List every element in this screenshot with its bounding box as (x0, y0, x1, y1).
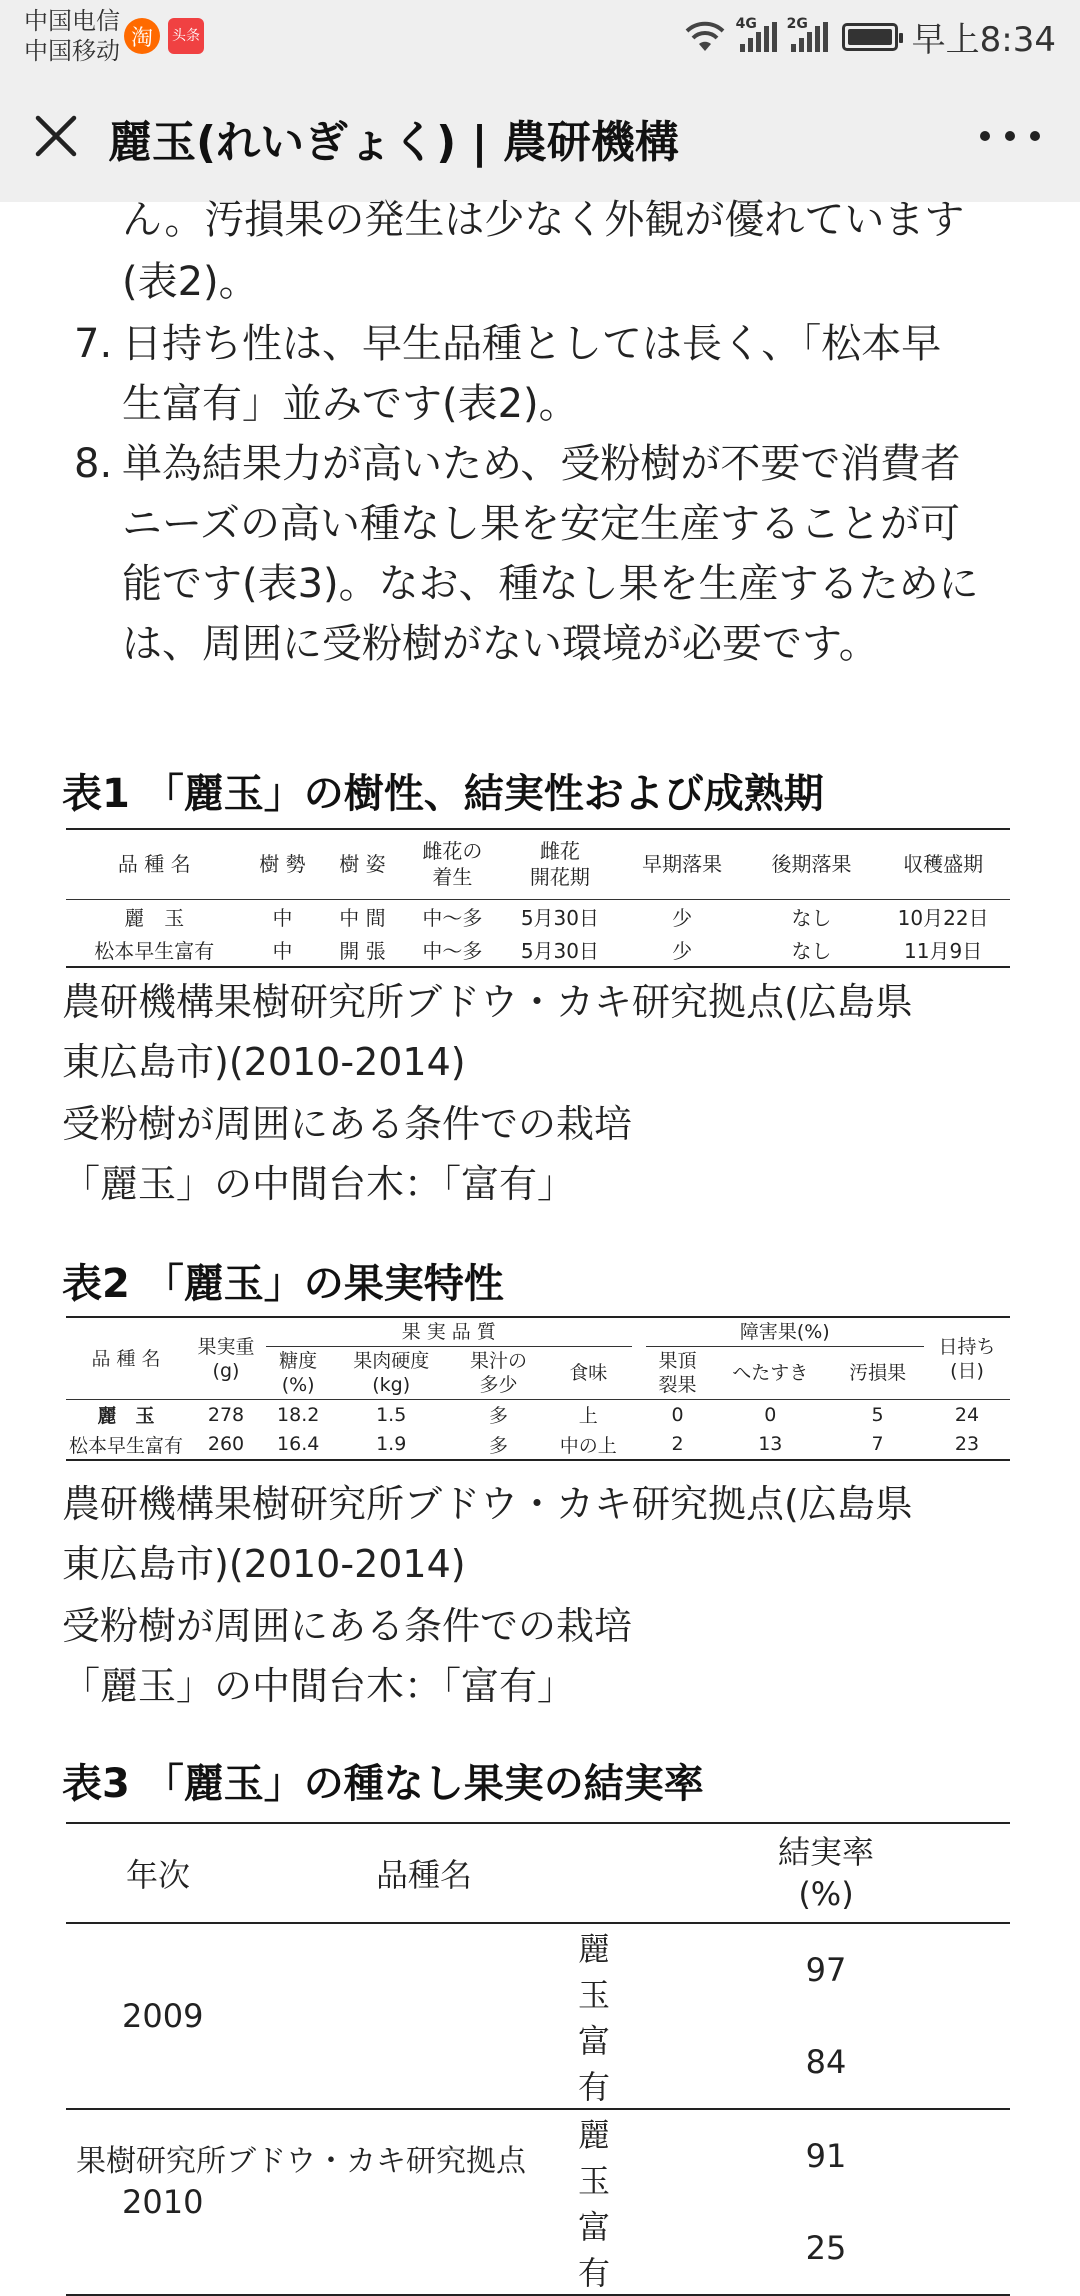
table-row: 麗 玉 278 18.2 1.5 多 上 0 0 5 24 (97, 1403, 980, 1428)
dot-icon (1030, 131, 1040, 141)
t2-header-sugar: 糖度 (%) (279, 1350, 318, 1396)
table-1-note-3: 受粉樹が周囲にある条件での栽培 (62, 1102, 633, 1146)
carrier-1: 中国电信 (24, 7, 120, 35)
table-3 (66, 1822, 1010, 2296)
t2-header-juice: 果汁の 多少 (469, 1350, 527, 1396)
table-3-heading: 表3 「麗玉」の種なし果実の結実率 (62, 1761, 704, 1807)
table-1-note-1: 農研機構果樹研究所ブドウ・カキ研究拠点(広島県 (62, 980, 913, 1024)
toutiao-icon: 头条 (168, 18, 204, 54)
t2-header-crack: 果頂 裂果 (658, 1350, 697, 1396)
t3-header-rate: 結実率 (%) (778, 1833, 875, 1913)
t2-header-firmness: 果肉硬度 (kg) (353, 1350, 430, 1396)
table-1 (66, 828, 1010, 968)
paragraph-8-line-2: ニーズの高い種なし果を安定生産することが可 (122, 501, 960, 547)
table-row: 松本早生富有 中 開 張 中〜多 5月30日 少 なし 11月9日 (66, 933, 1010, 967)
paragraph-6-line-1: ん。汚損果の発生は少なく外観が優れています (122, 197, 965, 243)
t1-header-harvest: 収穫盛期 (903, 852, 984, 877)
carrier-2: 中国移动 (24, 37, 120, 65)
table-row: 松本早生富有 260 16.4 1.9 多 中の上 2 13 7 23 (66, 1430, 1010, 1460)
table-row: 2010 麗 玉 91 (122, 2116, 847, 2221)
t3-header-year: 年次 (126, 1856, 191, 1894)
wifi-icon (684, 21, 726, 53)
t2-header-name: 品 種 名 (91, 1347, 161, 1370)
carrier-names (24, 6, 120, 66)
t1-header-shape: 樹 姿 (339, 852, 386, 877)
table-1-note-4: 「麗玉」の中間台木：「富有」 (62, 1162, 576, 1206)
table-2-heading: 表2 「麗玉」の果実特性 (62, 1261, 504, 1307)
page-title: 麗玉(れいぎょく) | 農研機構 (108, 117, 679, 168)
dot-icon (1005, 131, 1015, 141)
notification-icons (124, 18, 204, 54)
paragraph-8-line-3: 能です(表3)。なお、種なし果を生産するために (122, 561, 979, 607)
table-row: 富 有 84 (66, 2016, 1010, 2109)
dot-icon (980, 131, 990, 141)
table-row: 富 有 25 (66, 2202, 1010, 2295)
close-icon[interactable] (30, 110, 82, 162)
signal-2g-icon (786, 15, 828, 52)
table-2-note-4: 「麗玉」の中間台木：「富有」 (62, 1664, 576, 1708)
t2-header-weight: 果実重 (g) (197, 1335, 255, 1382)
list-number-7: 7. (74, 321, 113, 367)
taobao-icon: 淘 (124, 18, 160, 54)
t1-header-name: 品 種 名 (117, 852, 191, 877)
signal-4g-icon (735, 15, 777, 52)
table-row: 2009 麗 玉 97 (122, 1930, 847, 2035)
t1-header-vigor: 樹 勢 (259, 852, 306, 877)
net-type-1: 4G (735, 15, 757, 32)
table-2-note-1: 農研機構果樹研究所ブドウ・カキ研究拠点(広島県 (62, 1482, 913, 1526)
paragraph-7-line-1: 日持ち性は、早生品種としては長く、「松本早 (122, 321, 942, 367)
paragraph-8-line-1: 単為結果力が高いため、受粉樹が不要で消費者 (122, 441, 961, 487)
t1-header-female-flower: 雌花の 着生 (422, 839, 483, 890)
t2-header-keeping: 日持ち (日) (938, 1335, 996, 1382)
table-row: 麗 玉 中 中 間 中〜多 5月30日 少 なし 10月22日 (124, 905, 989, 930)
paragraph-8-line-4: は、周囲に受粉樹がない環境が必要です。 (122, 621, 879, 667)
t1-header-bloom-date: 雌花 開花期 (529, 839, 590, 890)
t2-group-damage: 障害果(%) (646, 1317, 924, 1347)
t3-header-variety: 品種名 (376, 1856, 473, 1894)
status-bar (0, 0, 1080, 70)
paragraph-6-line-2: (表2)。 (122, 259, 259, 305)
table-3-footer: 果樹研究所ブドウ・カキ研究拠点 (76, 2144, 526, 2179)
battery-icon (842, 23, 898, 51)
t2-group-quality: 果 実 品 質 (266, 1317, 632, 1347)
status-indicators (684, 12, 1056, 61)
nav-bar (0, 70, 1080, 202)
t2-header-stain: 汚損果 (849, 1362, 907, 1384)
net-type-2: 2G (786, 15, 808, 32)
list-number-8: 8. (74, 441, 113, 487)
t2-header-taste: 食味 (569, 1362, 608, 1384)
t1-header-early-drop: 早期落果 (642, 852, 723, 877)
table-2-note-3: 受粉樹が周囲にある条件での栽培 (62, 1604, 633, 1648)
table-1-note-2: 東広島市)(2010-2014) (62, 1040, 466, 1084)
t1-header-late-drop: 後期落果 (771, 852, 852, 877)
more-menu-button[interactable] (980, 110, 1040, 162)
table-1-heading: 表1 「麗玉」の樹性、結実性および成熟期 (62, 771, 824, 817)
paragraph-7-line-2: 生富有」並みです(表2)。 (122, 381, 579, 427)
table-2-note-2: 東広島市)(2010-2014) (62, 1542, 466, 1586)
clock: 早上8:34 (911, 20, 1056, 60)
t2-header-heta: へたすき (732, 1362, 809, 1384)
table-2 (66, 1316, 1010, 1461)
